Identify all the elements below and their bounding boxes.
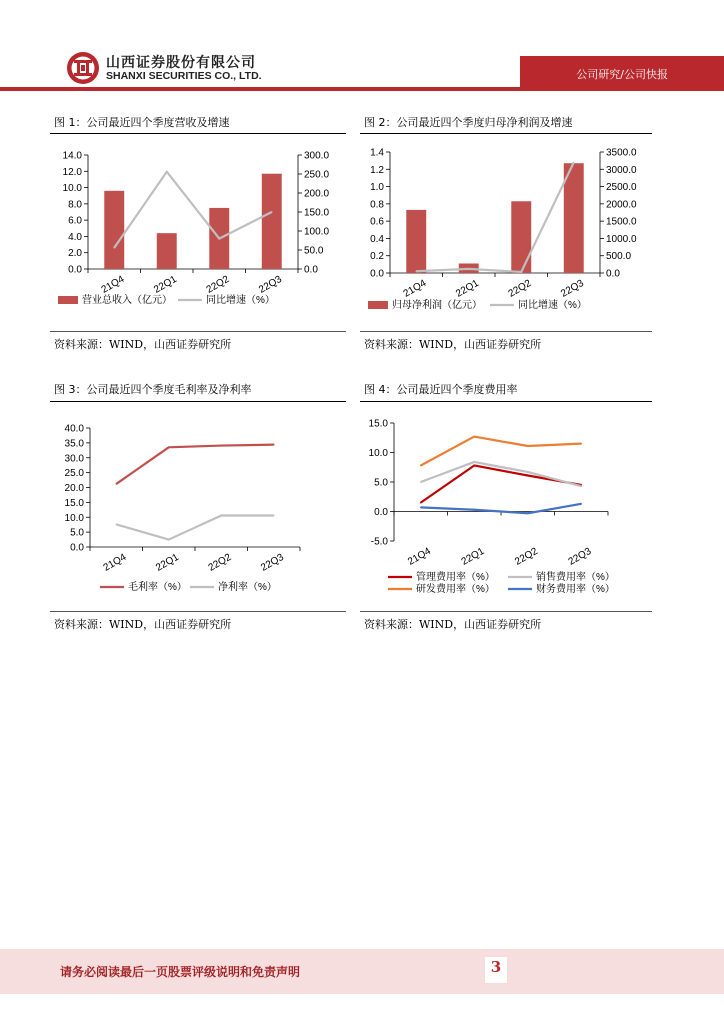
data-point: [168, 447, 170, 449]
x-tick-label: 22Q2: [204, 273, 232, 296]
y-tick-label: 2.0: [68, 248, 82, 260]
bar: [564, 163, 584, 273]
data-point: [168, 539, 170, 541]
y-tick-label: 10.0: [62, 183, 82, 195]
data-point: [527, 471, 529, 473]
legend-swatch: [368, 301, 388, 309]
y-tick-label: 0.0: [370, 268, 384, 280]
data-point: [420, 481, 422, 483]
data-point: [580, 503, 582, 505]
x-tick-label: 22Q2: [206, 551, 234, 574]
legend-label: 同比增速（%）: [518, 300, 587, 311]
legend-label: 财务费用率（%）: [536, 584, 615, 595]
company-name-cn: 山西证券股份有限公司: [106, 55, 256, 71]
y-tick-label: 0.0: [374, 507, 388, 518]
y2-tick-label: 3000.0: [606, 164, 637, 176]
series-line: [114, 172, 272, 248]
figure-2-top-rule: [360, 133, 652, 134]
data-point: [273, 444, 275, 446]
data-point: [473, 509, 475, 511]
x-tick-label: 21Q4: [101, 551, 129, 574]
bar: [262, 174, 282, 269]
y-tick-label: -5.0: [370, 536, 388, 548]
x-tick-label: 22Q3: [257, 273, 284, 296]
page-number: 3: [490, 958, 502, 976]
data-point: [573, 162, 575, 164]
y2-tick-label: 1500.0: [606, 216, 637, 228]
x-tick-label: 22Q3: [259, 551, 286, 574]
x-tick-label: 22Q1: [454, 277, 481, 300]
data-point: [580, 443, 582, 445]
legend-label: 销售费用率（%）: [536, 572, 615, 583]
y2-tick-label: 250.0: [304, 169, 330, 181]
figure-3-title: 图 3：公司最近四个季度毛利率及净利率: [54, 383, 252, 396]
y-tick-label: 4.0: [68, 231, 82, 243]
x-tick-label: 22Q2: [506, 277, 534, 300]
x-tick-label: 22Q2: [513, 545, 540, 568]
figure-4-source: 资料来源：WIND，山西证券研究所: [364, 618, 542, 631]
data-point: [166, 171, 168, 173]
y-tick-label: 0.6: [370, 216, 384, 228]
series-line: [421, 465, 582, 502]
figure-1-title: 图 1：公司最近四个季度营收及增速: [54, 116, 230, 129]
y2-tick-label: 100.0: [304, 226, 330, 238]
y-tick-label: 0.0: [70, 542, 84, 554]
data-point: [113, 247, 115, 249]
data-point: [218, 238, 220, 240]
legend-label: 营业总收入（亿元）: [82, 295, 172, 306]
x-tick-label: 21Q4: [99, 273, 127, 296]
shanxi-securities-logo-icon: [66, 51, 100, 85]
x-tick-label: 22Q3: [559, 277, 586, 300]
y-tick-label: 12.0: [62, 166, 82, 178]
y-tick-label: 8.0: [68, 199, 82, 211]
y-tick-label: 35.0: [64, 438, 84, 450]
legend-swatch: [58, 296, 78, 304]
legend-label: 同比增速（%）: [206, 295, 275, 306]
figure-2-title: 图 2：公司最近四个季度归母净利润及增速: [364, 116, 573, 129]
y-tick-label: 20.0: [64, 483, 84, 494]
data-point: [415, 270, 417, 272]
section-tag: 公司研究/公司快报: [576, 68, 668, 81]
data-point: [527, 445, 529, 447]
y2-tick-label: 50.0: [304, 245, 324, 257]
figure-3-top-rule: [50, 401, 346, 402]
legend-label: 净利率（%）: [218, 582, 277, 593]
y-tick-label: 5.0: [374, 477, 388, 489]
legend-label: 研发费用率（%）: [416, 584, 495, 595]
figure-4-chart: [360, 412, 656, 608]
data-point: [220, 515, 222, 517]
data-point: [473, 461, 475, 463]
figure-2-bottom-rule: [360, 331, 652, 332]
x-tick-label: 22Q3: [566, 545, 594, 568]
series-line: [421, 462, 582, 486]
bar: [104, 191, 124, 269]
data-point: [580, 485, 582, 487]
data-point: [468, 268, 470, 270]
data-point: [420, 502, 422, 504]
data-point: [420, 507, 422, 509]
y-tick-label: 14.0: [62, 150, 82, 162]
data-point: [115, 524, 117, 526]
figure-3-bottom-rule: [50, 611, 346, 612]
figure-2-source: 资料来源：WIND，山西证券研究所: [364, 338, 542, 351]
page-header: [0, 0, 724, 100]
data-point: [473, 436, 475, 438]
y2-tick-label: 0.0: [304, 264, 318, 276]
data-point: [220, 445, 222, 447]
y2-tick-label: 2000.0: [606, 199, 637, 211]
y-tick-label: 15.0: [368, 418, 388, 430]
figure-3-source: 资料来源：WIND，山西证券研究所: [54, 618, 232, 631]
data-point: [520, 271, 522, 273]
y-tick-label: 0.0: [68, 264, 82, 276]
y-tick-label: 25.0: [64, 468, 84, 480]
y-tick-label: 40.0: [64, 423, 84, 435]
series-line: [116, 515, 274, 539]
figure-1-chart: [50, 140, 350, 320]
legend-label: 毛利率（%）: [128, 582, 187, 593]
figure-4-bottom-rule: [360, 611, 652, 612]
figure-3-chart: [50, 415, 350, 605]
y2-tick-label: 2500.0: [606, 182, 637, 194]
figure-1-bottom-rule: [50, 331, 346, 332]
bar: [511, 201, 531, 273]
y2-tick-label: 0.0: [606, 268, 620, 280]
data-point: [527, 512, 529, 514]
data-point: [273, 515, 275, 517]
x-tick-label: 21Q4: [401, 277, 429, 300]
y-tick-label: 30.0: [64, 453, 84, 465]
legend-label: 管理费用率（%）: [416, 572, 495, 583]
figure-4-title: 图 4：公司最近四个季度费用率: [364, 383, 518, 396]
x-tick-label: 22Q1: [152, 273, 179, 296]
data-point: [527, 475, 529, 477]
section-tag-box: [520, 56, 724, 91]
series-line: [421, 437, 582, 466]
y-tick-label: 0.2: [370, 251, 384, 263]
company-name-en: SHANXI SECURITIES CO., LTD.: [106, 70, 262, 82]
y-tick-label: 1.2: [370, 164, 384, 176]
y2-tick-label: 150.0: [304, 207, 330, 219]
data-point: [271, 211, 273, 213]
y-tick-label: 1.4: [370, 147, 384, 159]
figure-2-chart: [360, 140, 656, 320]
data-point: [473, 465, 475, 467]
x-tick-label: 22Q1: [459, 545, 487, 568]
y2-tick-label: 500.0: [606, 251, 632, 263]
disclaimer-note: 请务必阅读最后一页股票评级说明和免责声明: [60, 965, 301, 979]
data-point: [420, 465, 422, 467]
y-tick-label: 0.4: [370, 233, 384, 245]
y2-tick-label: 3500.0: [606, 147, 637, 159]
y2-tick-label: 200.0: [304, 188, 330, 200]
figure-1-source: 资料来源：WIND，山西证券研究所: [54, 338, 232, 351]
series-line: [416, 162, 574, 272]
figure-4-top-rule: [360, 401, 652, 402]
bar: [157, 233, 177, 269]
y-tick-label: 0.8: [370, 199, 384, 211]
y-tick-label: 6.0: [68, 215, 82, 227]
data-point: [115, 483, 117, 485]
y-tick-label: 1.0: [370, 182, 384, 194]
y2-tick-label: 1000.0: [606, 233, 637, 245]
y-tick-label: 15.0: [64, 497, 84, 509]
bar: [406, 210, 426, 273]
x-tick-label: 22Q1: [154, 551, 181, 574]
y-tick-label: 10.0: [368, 448, 388, 459]
legend-label: 归母净利润（亿元）: [392, 300, 482, 311]
figure-1-top-rule: [50, 133, 346, 134]
y-tick-label: 10.0: [64, 512, 84, 524]
y2-tick-label: 300.0: [304, 150, 330, 162]
series-line: [116, 445, 274, 484]
x-tick-label: 21Q4: [406, 545, 433, 568]
y-tick-label: 5.0: [70, 527, 84, 539]
